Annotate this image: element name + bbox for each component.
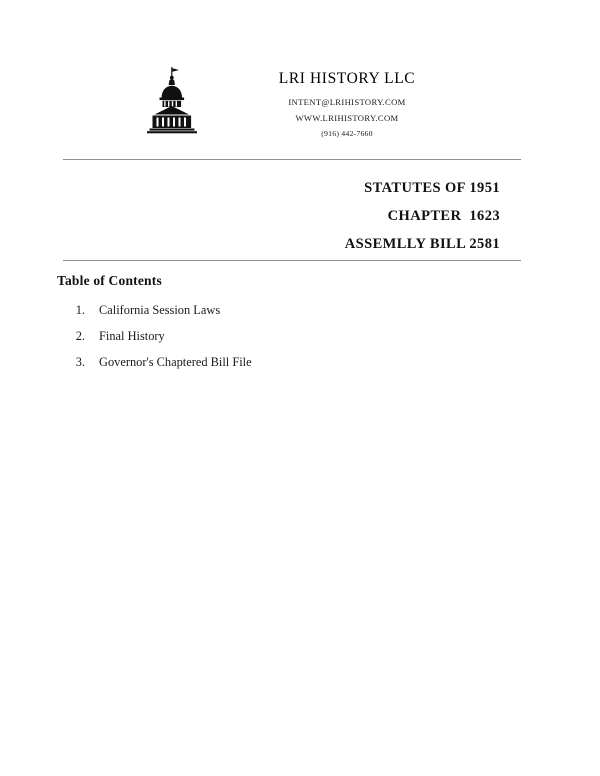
org-website: WWW.LRIHISTORY.COM (295, 113, 399, 123)
capitol-dome-icon (128, 60, 218, 135)
list-item[interactable] (57, 355, 517, 370)
org-contact-block (222, 60, 472, 138)
statute-year-line: STATUTES OF 1951 (364, 180, 500, 196)
statute-bill-line: ASSEMLLY BILL 2581 (344, 236, 500, 252)
list-item[interactable] (57, 329, 517, 344)
statute-title-block (63, 180, 500, 253)
divider-top (63, 159, 521, 160)
table-of-contents-list (57, 303, 517, 381)
org-name: LRI HISTORY LLC (278, 70, 416, 87)
org-email: INTENT@LRIHISTORY.COM (288, 97, 406, 107)
list-item-number: 2. (75, 329, 85, 343)
list-item-number: 3. (75, 355, 85, 369)
statute-chapter-line: CHAPTER 1623 (387, 208, 500, 224)
divider-bottom (63, 260, 521, 261)
list-item-label: Governor's Chaptered Bill File (99, 355, 252, 369)
table-of-contents-heading: Table of Contents (57, 273, 162, 288)
list-item-label: California Session Laws (99, 303, 221, 317)
list-item-label: Final History (99, 329, 165, 343)
letterhead (0, 60, 600, 138)
list-item-number: 1. (75, 303, 85, 317)
org-phone: (916) 442-7660 (321, 129, 373, 138)
list-item[interactable] (57, 303, 517, 318)
